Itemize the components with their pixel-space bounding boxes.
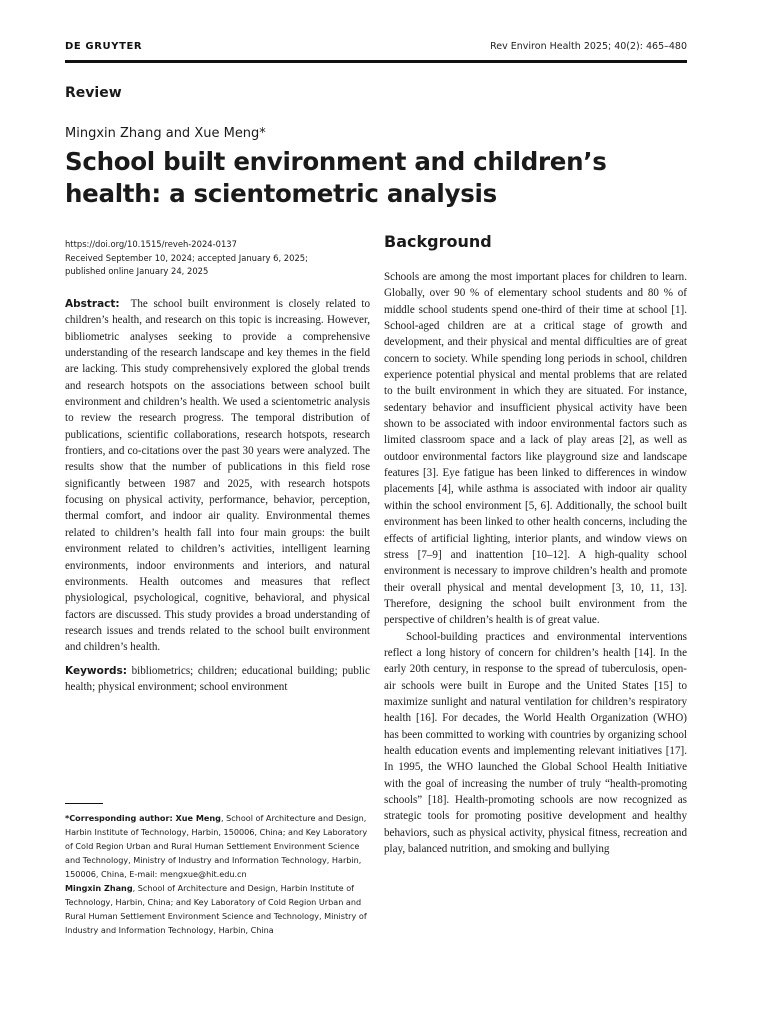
article-title: School built environment and children’s health: a scientometric analysis <box>65 147 607 208</box>
abstract-text: The school built environment is closely related to children’s health, and research on this topic is increasing. However, bibliometric analyses seeking to provide a comprehensive understanding of the research landscape and key themes in the field are lacking. This study comprehensively explored the global trends and research hotspots on the associations between school built environment and children’s health. We used a scientometric analysis to review the research progress. The temporal distribution of publications, scientific collaborations, research hotspots, research frontiers, and co-citations over the past 30 years were analyzed. The results show that the number of publications in this field rose significantly between 1987 and 2025, with research hotspots focusing on physical activity, performance, behavior, perception, thermal comfort, and indoor air quality. Environmental themes related to children’s health fall into four main groups: the built environment related to children’s activities, intelligent learning environments, indoor environments and interiors, and natural environments. Health outcomes and measures that reflect physiological, psychological, cognitive, behavioral, and physical factors are discussed. This study provides a broad understanding of research issues and trends related to the school built environment and children’s health. <box>65 298 370 654</box>
section-heading-background: Background <box>384 232 492 251</box>
article-metadata <box>65 238 365 279</box>
corresponding-author-note <box>65 811 375 881</box>
doi-link[interactable]: https://doi.org/10.1515/reveh-2024-0137 <box>65 239 237 249</box>
corresponding-author-affiliation: , School of Architecture and Design, Harbin Institute of Technology, Harbin, 150006, China; and Key Laboratory of Cold Region Urban and Rural Human Settlement Environment Science and Technology, Ministry of Industry and Information Technology, Harbin, 150006, China, E-mail: mengxue@hit.edu.cn <box>65 813 368 879</box>
abstract <box>65 296 370 656</box>
article-type: Review <box>65 85 122 101</box>
publisher-logo: DE GRUYTER <box>65 41 143 52</box>
abstract-label: Abstract: <box>65 298 120 310</box>
author-footnotes <box>65 811 375 937</box>
background-paragraph-1: Schools are among the most important places for children to learn. Globally, over 90 % of elementary school students and 80 % of middle school students spend one-third of their time at school [1]. School-aged children are at a critical stage of growth and development, and their physical and mental difficulties are of great concern to society. While spending long periods in school, children experience potential physical and mental problems that are related to the built environment in which they are situated. For instance, sedentary behavior and insufficient physical activity have been shown to be associated with indoor environmental factors such as limited classroom space and a lack of play areas [2], as well as outdoor environmental factors like playground size and landscape features [3]. Eye fatigue has been linked to differences in window placements [4], while asthma is associated with indoor air quality within the school environment [5, 6]. Additionally, the school built environment has been linked to other health concerns, including the effects of artificial lighting, interior plants, and window views on stress [7–9] and inattention [10–12]. A high-quality school environment is necessary to improve children’s health and promote their overall physical and mental development [3, 10, 11, 13]. Therefore, designing the school built environment from the perspective of children’s health is of great value. <box>384 271 687 627</box>
header-rule <box>65 60 687 63</box>
footnote-rule <box>65 803 103 804</box>
right-column <box>384 269 687 857</box>
keywords-text: bibliometrics; children; educational building; public health; physical environment; school environment <box>65 664 370 693</box>
published-date: published online January 24, 2025 <box>65 266 209 276</box>
second-author-affiliation: , School of Architecture and Design, Harbin Institute of Technology, Harbin, China; and Key Laboratory of Cold Region Urban and Rural Human Settlement Environment Science and Technology, Ministry of Industry and Information Technology, Harbin, China <box>65 883 367 935</box>
keywords-label: Keywords: <box>65 664 127 677</box>
left-column <box>65 296 370 702</box>
corresponding-author-label: *Corresponding author: Xue Meng <box>65 813 221 823</box>
journal-reference: Rev Environ Health 2025; 40(2): 465–480 <box>490 41 687 52</box>
second-author-label: Mingxin Zhang <box>65 883 133 893</box>
keywords <box>65 663 370 696</box>
received-dates: Received September 10, 2024; accepted January 6, 2025; <box>65 252 308 263</box>
background-paragraph-2: School-building practices and environmental interventions reflect a long history of concern for children’s health [14]. In the early 20th century, in response to the spread of tuberculosis, open-air schools were built in Europe and the United States [15] to maximize sunlight and natural ventilation for children’s respiratory health [16]. For decades, the World Health Organization (WHO) has been committed to working with countries by organizing school health education events and implementing relevant initiatives [17]. In 1995, the WHO launched the Global School Health Initiative with the goal of increasing the number of truly “health-promoting schools” [18]. Health-promoting schools are now recognized as strategic tools for promoting positive development and healthy behaviors, such as physical activity, physical fitness, recreation and play, balanced nutrition, and smoking and bullying <box>384 630 687 856</box>
author-line: Mingxin Zhang and Xue Meng* <box>65 126 266 141</box>
second-author-note <box>65 881 375 937</box>
